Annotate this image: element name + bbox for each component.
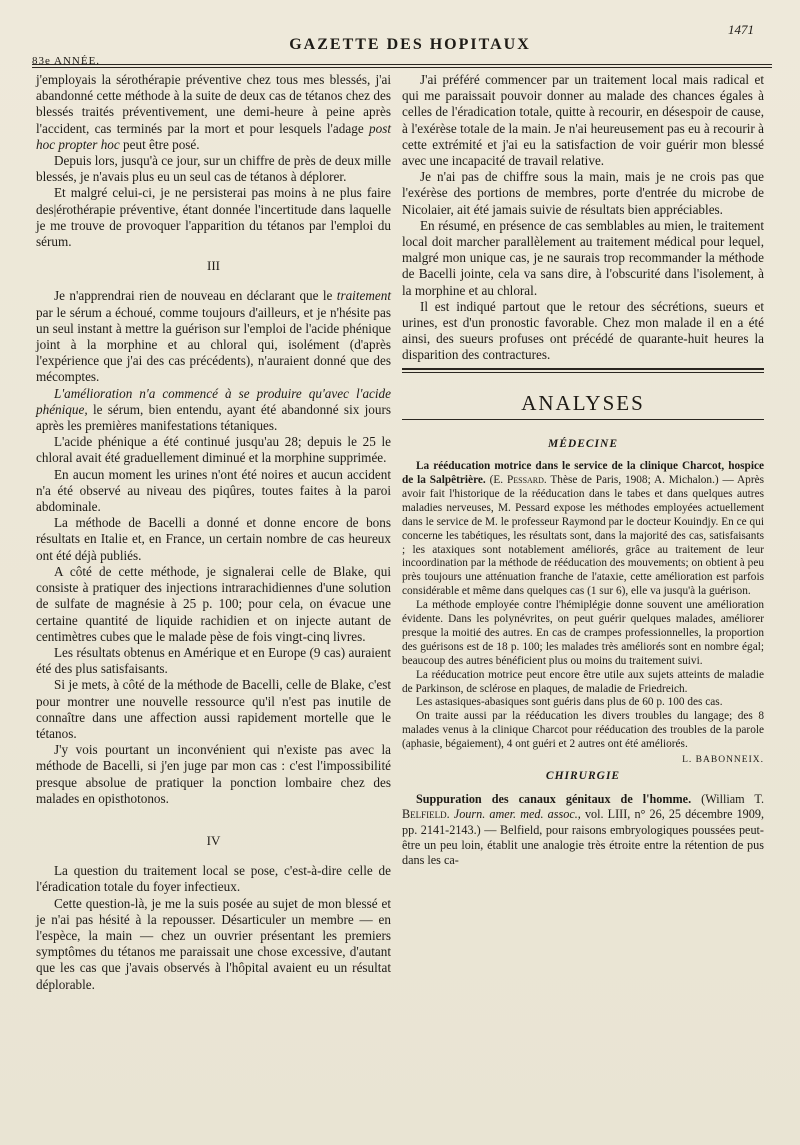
author-name: Belfield <box>402 807 447 822</box>
heading-rule <box>402 419 764 420</box>
paragraph: j'employais la sérothérapie préventive chez tous mes blessés, j'ai abandonné cette méthode à la suite de deux cas de tétanos chez des blessés traités préventivement, une demi-heure à peine après l'accident, cas terminés par la mort et pour lesquels l'adage post hoc propter hoc peut être posé. <box>36 72 391 152</box>
section-heading-iv: IV <box>206 832 221 848</box>
paragraph: En résumé, en présence de cas semblables au mien, le traitement local doit marcher parallèlement au traitement médical pour lequel, malgré mon unique cas, je ne saurais trop recommander la méthode de Bacelli jointe, cela va sans dire, à l'obscurité dans l'isolement, à la morphine et au chloral. <box>402 217 764 298</box>
paragraph: Il est indiqué partout que le retour des sécrétions, sueurs et urines, est d'un pronostic favorable. Chez mon malade il en a été ainsi, des sueurs profuses ont précédé de quarante-huit heures la disparition des contractures. <box>402 298 764 363</box>
paragraph: La rééducation motrice peut encore être utile aux sujets atteints de maladie de Parkinson, de sclérose en plaques, de maladie de Friedreich. <box>402 668 764 695</box>
page-number: 1471 <box>728 22 754 37</box>
paragraph: Cette question-là, je me la suis posée au sujet de mon blessé et je n'ai pas hésité à la repousser. Désarticuler un membre — en l'espèce, la main — chez un ouvrier présentant les premiers symptômes du tétanos me paraissait une chose excessive, d'autant que les cas que j'avais observés à l'hôpital avaient eu un résultat déplorable. <box>36 895 391 992</box>
signature: L. BABONNEIX. <box>682 755 764 766</box>
latin-phrase: post hoc propter hoc <box>36 120 391 152</box>
paragraph: Si je mets, à côté de la méthode de Bacelli, celle de Blake, c'est pour montrer une nouvelle ressource qu'il n'est pas inutile de connaître dans une affection aussi rapidement mortelle que le tétanos. <box>36 677 391 741</box>
analysis-article-2 <box>402 792 764 868</box>
paragraph: La méthode employée contre l'hémiplégie donne souvent une amélioration évidente. Dans les polynévrites, on peut guérir quelques malades, améliorer presque la moitié des autres. En cas de crampes professionnelles, la proportion des guérisons est de 18 p. 100; les malades très améliorés sont en nombre égal; beaucoup des autres bénéficient plus ou moins du traitement suivi. <box>402 599 764 667</box>
paragraph: Les astasiques-abasiques sont guéris dans plus de 60 p. 100 des cas. <box>416 696 723 709</box>
paragraph: A côté de cette méthode, je signalerai celle de Blake, qui consiste à pratiquer des injections intrarachidiennes d'une solution de sulfate de magnésie à 25 p. 100; pour cela, on évacue une certaine quantité de liquide rachidien et on injecte autant de centimètres cubes que le malade pèse de fois vingt-cinq livres. <box>36 563 391 644</box>
section-heading-iii: III <box>207 258 220 274</box>
article-title: La rééducation motrice dans le service de la clinique Charcot, hospice de la Salpêtrière. <box>402 460 764 486</box>
author-name: Pessard <box>506 473 544 486</box>
spacer <box>36 807 391 825</box>
paragraph: On traite aussi par la rééducation les divers troubles du langage; des 8 malades venus à la clinique Charcot pour rééducation des troubles de la parole (aphasie, bégaiement), 4 ont guéri et 2 autres ont été améliorés. L. BABONNEIX. <box>402 710 764 752</box>
paragraph: Je n'ai pas de chiffre sous la main, mais je ne crois pas que l'exérèse des portions de membres, porte d'entrée du microbe de Nicolaier, ait été jamais suivie de résultats bien appréciables. <box>402 169 764 217</box>
masthead-title: GAZETTE DES HOPITAUX <box>289 36 531 53</box>
section-divider <box>402 368 764 373</box>
paragraph: L'acide phénique a été continué jusqu'au 28; depuis le 25 le chloral avait été graduellement diminué et la morphine supprimée. <box>36 434 391 466</box>
paragraph: Depuis lors, jusqu'à ce jour, sur un chiffre de près de deux mille blessés, je n'avais plus eu un seul cas de tétanos à déplorer. <box>36 153 391 185</box>
analyses-heading: ANALYSES <box>521 390 645 415</box>
header-rule <box>32 64 772 68</box>
analysis-article-1 <box>402 460 765 766</box>
subsection-medecine: MÉDECINE <box>548 437 618 450</box>
paragraph: La question du traitement local se pose, c'est-à-dire celle de l'éradication totale du foyer infectieux. <box>36 863 391 895</box>
right-column <box>402 72 764 868</box>
article-intro: La rééducation motrice dans le service de la clinique Charcot, hospice de la Salpêtrière. (E. Pessard. Thèse de Paris, 1908; A. Michalon.) — Après avoir fait l'historique de la rééducation dans le tabes et dans quelques autres maladies nerveuses, M. Pessard expose les méthodes employées actuellement dans le service de M. le professeur Raymond par le docteur Kouindjy. En ce qui concerne les tabétiques, les résultats sont, dans la majorité des cas, satisfaisants ; les ataxiques sont notablement améliorés, grâce au traitement de leur incoordination par la méthode de rééducation des mouvements; on obtient à peu près toujours une atténuation franche de l'ataxie, cette amélioration est parfois considérable et même dans quelques cas (1 sur 6), elle va jusqu'à la guérison. <box>402 460 765 598</box>
paragraph: Les résultats obtenus en Amérique et en Europe (9 cas) auraient été des plus satisfaisants. <box>36 644 391 677</box>
paragraph: En aucun moment les urines n'ont été noires et aucun accident n'a été observé au niveau des piqûres, toutes faites à la paroi abdominale. <box>36 466 391 515</box>
paragraph: L'amélioration n'a commencé à se produire qu'avec l'acide phénique, le sérum, bien entendu, ayant été abandonné six jours après les premières manifestations tétaniques. <box>36 385 392 434</box>
paragraph: Je n'apprendrai rien de nouveau en déclarant que le traitement par le sérum a échoué, comme toujours d'ailleurs, et je n'hésite pas un seul instant à mettre la guérison sur l'emploi de l'acide phénique joint à la morphine et au chloral qui, isolément (d'après l'expérience que j'ai des cas précédents), n'auraient donné que des mécomptes. <box>36 288 391 385</box>
article-intro: Suppuration des canaux génitaux de l'homme. (William T. Belfield. Journ. amer. med. assoc., vol. LIII, n° 26, 25 décembre 1909, pp. 2141-2143.) — Belfield, pour raisons embryologiques poussées peut-être un peu loin, établit une analogie très étroite entre la rétention de pus dans les ca- <box>402 792 765 868</box>
paragraph: La méthode de Bacelli a donné et donne encore de bons résultats en Italie et, en France, un certain nombre de cas heureux ont été déjà publiés. <box>36 515 391 563</box>
year-label: 83e ANNÉE. <box>32 55 101 67</box>
paragraph: J'ai préféré commencer par un traitement local mais radical et qui me paraissait pouvoir donner au malade des chances égales à celles de l'éradication totale, quitte à recourir, en désespoir de cause, à l'exérèse totale de la main. Je n'ai heureusement pas eu à recourir à cette extrémité et j'ai eu la satisfaction de voir guérir mon blessé avec une incapacité de travail relative. <box>402 72 764 169</box>
subsection-chirurgie: CHIRURGIE <box>545 770 621 782</box>
article-title: Suppuration des canaux génitaux de l'homme. <box>416 792 692 807</box>
paragraph: J'y vois pourtant un inconvénient qui n'existe pas avec la méthode de Bacelli, si j'en juge par mon cas : c'est l'impossibilité presque absolue de pratiquer la ponction lombaire chez des malades en opisthotonos. <box>36 742 391 806</box>
paragraph: Et malgré celui-ci, je ne persisterai pas moins à ne plus faire des|érothérapie préventive, étant donnée l'incertitude dans laquelle je me trouve de provoquer l'apparition du tétanos par l'emploi du sérum. <box>36 185 391 250</box>
journal-name: Journ. amer. med. assoc., <box>453 807 581 822</box>
left-column <box>36 72 391 993</box>
